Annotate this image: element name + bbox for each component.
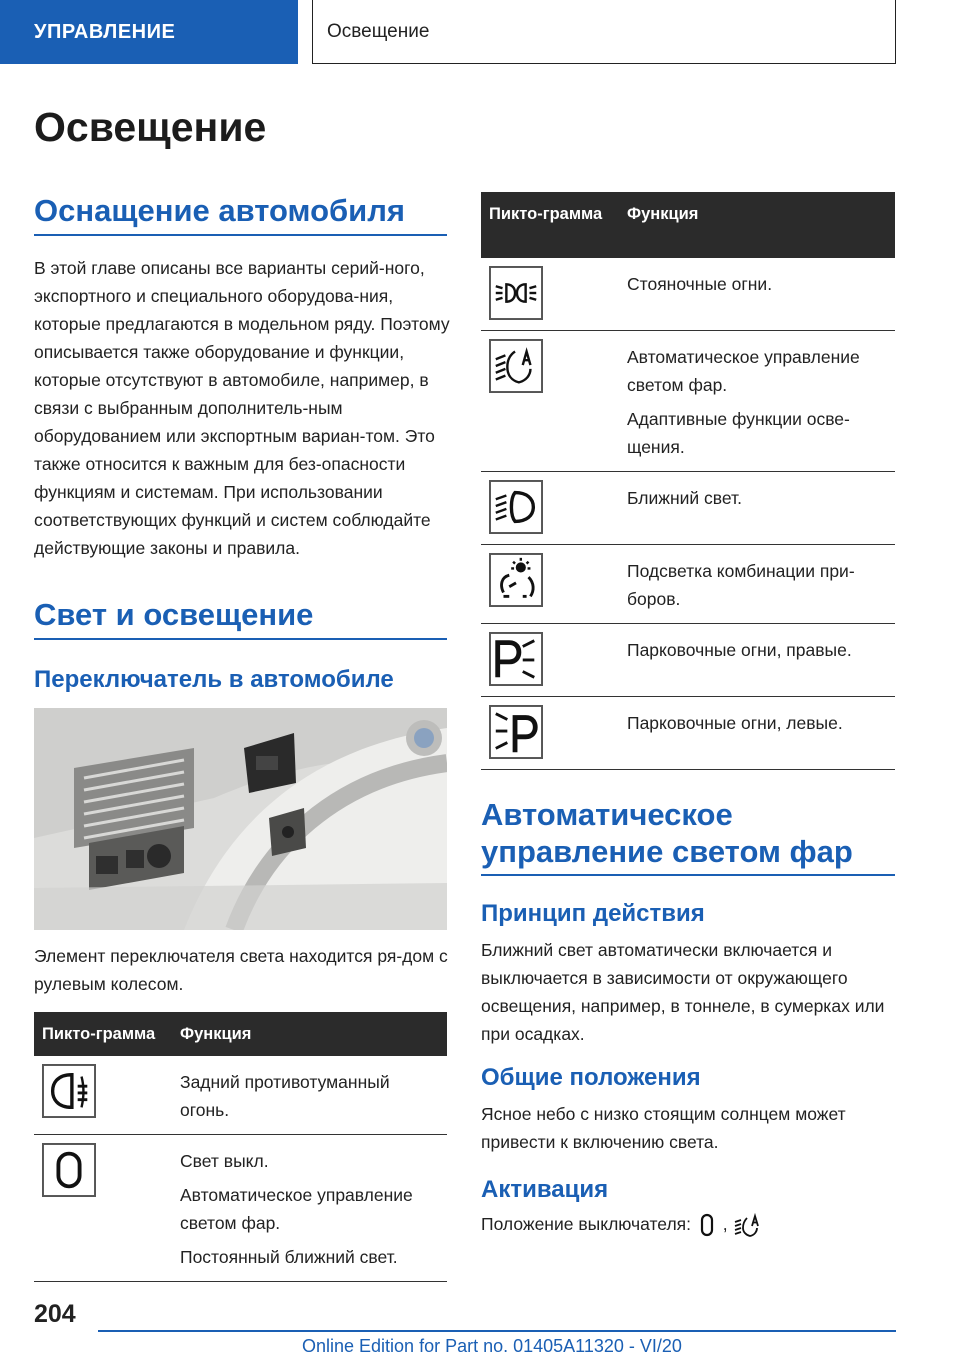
switch-paragraph: Элемент переключателя света находится ря-дом с рулевым колесом. — [34, 946, 448, 994]
function-text: Ближний свет. — [627, 488, 742, 508]
heading-light: Свет и освещение — [34, 597, 314, 632]
heading-rule — [481, 874, 895, 876]
function-text: Подсветка комбинации при-боров. — [627, 561, 855, 609]
heading-rule — [34, 234, 447, 236]
equipment-paragraph: В этой главе описаны все варианты серий-ного, экспортного и специального оборудова-ния, которые предлагаются в модельном ряду. Поэтому описывается также оборудование и функции, которые отсутствуют в автомобиле, например, в связи с выбранным дополнитель-ным оборудованием или экспортным вариан-том. Это также относится к важным для без-опасности функциям и системам. При использовании соответствующих функций и систем соблюдайте действующие законы и правила. — [34, 258, 450, 558]
function-text: Стояночные огни. — [627, 274, 773, 294]
col-function: Функция — [619, 192, 895, 258]
heading-principle: Принцип действия — [481, 900, 705, 927]
function-text: Задний противотуманный огонь. — [180, 1072, 390, 1120]
col-pictogram: Пикто-грамма — [481, 192, 619, 258]
edition-note: Online Edition for Part no. 01405A11320 - VI/20 — [302, 1336, 682, 1356]
page-number: 204 — [34, 1300, 76, 1328]
function-text: Постоянный ближний свет. — [180, 1247, 398, 1267]
heading-activation: Активация — [481, 1176, 609, 1203]
heading-rule — [34, 638, 447, 640]
activation-separator: , — [722, 1214, 728, 1234]
table-row — [481, 331, 895, 472]
parking-light-right-icon — [489, 632, 543, 686]
table-row — [481, 258, 895, 331]
table-header-row — [481, 192, 895, 258]
rear-fog-light-icon — [42, 1064, 96, 1118]
pictogram-table-right — [481, 192, 895, 770]
light-off-icon — [696, 1212, 718, 1238]
function-text: Адаптивные функции осве-щения. — [627, 409, 850, 457]
header-title: Освещение — [327, 20, 430, 42]
general-paragraph: Ясное небо с низко стоящим солнцем может привести к включению света. — [481, 1104, 846, 1152]
col-function: Функция — [172, 1012, 447, 1056]
header-title-box — [312, 0, 896, 64]
table-header-row — [34, 1012, 447, 1056]
activation-paragraph — [481, 1210, 901, 1238]
function-text: Автоматическое управление светом фар. — [627, 347, 860, 395]
activation-text: Положение выключателя: — [481, 1214, 692, 1234]
table-row — [34, 1135, 447, 1282]
table-row — [481, 624, 895, 697]
function-text: Парковочные огни, правые. — [627, 640, 852, 660]
table-row — [34, 1056, 447, 1135]
col-pictogram: Пикто-грамма — [34, 1012, 172, 1056]
heading-auto-headlights: Автоматическое управление светом фар — [481, 797, 853, 870]
heading-general: Общие положения — [481, 1064, 701, 1091]
table-row — [481, 545, 895, 624]
function-text: Автоматическое управление светом фар. — [180, 1185, 413, 1233]
footer-rule — [98, 1330, 896, 1332]
principle-paragraph: Ближний свет автоматически включается и выключается в зависимости от окружающего освещения, например, в тоннеле, в сумерках или при осадках. — [481, 940, 885, 1044]
heading-equipment: Оснащение автомобиля — [34, 193, 405, 228]
table-row — [481, 472, 895, 545]
parking-lights-icon — [489, 266, 543, 320]
heading-switch: Переключатель в автомобиле — [34, 666, 394, 693]
table-row — [481, 697, 895, 770]
low-beam-icon — [489, 480, 543, 534]
section-label: УПРАВЛЕНИЕ — [34, 20, 176, 43]
auto-headlight-icon — [733, 1212, 763, 1238]
parking-light-left-icon — [489, 705, 543, 759]
section-tab — [0, 0, 298, 64]
light-switch-illustration — [34, 708, 447, 930]
function-text: Свет выкл. — [180, 1151, 269, 1171]
page-title: Освещение — [34, 104, 267, 150]
auto-headlight-icon — [489, 339, 543, 393]
light-off-icon — [42, 1143, 96, 1197]
light-switch-photo — [34, 708, 447, 930]
instrument-lighting-icon — [489, 553, 543, 607]
function-text: Парковочные огни, левые. — [627, 713, 843, 733]
pictogram-table-left — [34, 1012, 447, 1282]
